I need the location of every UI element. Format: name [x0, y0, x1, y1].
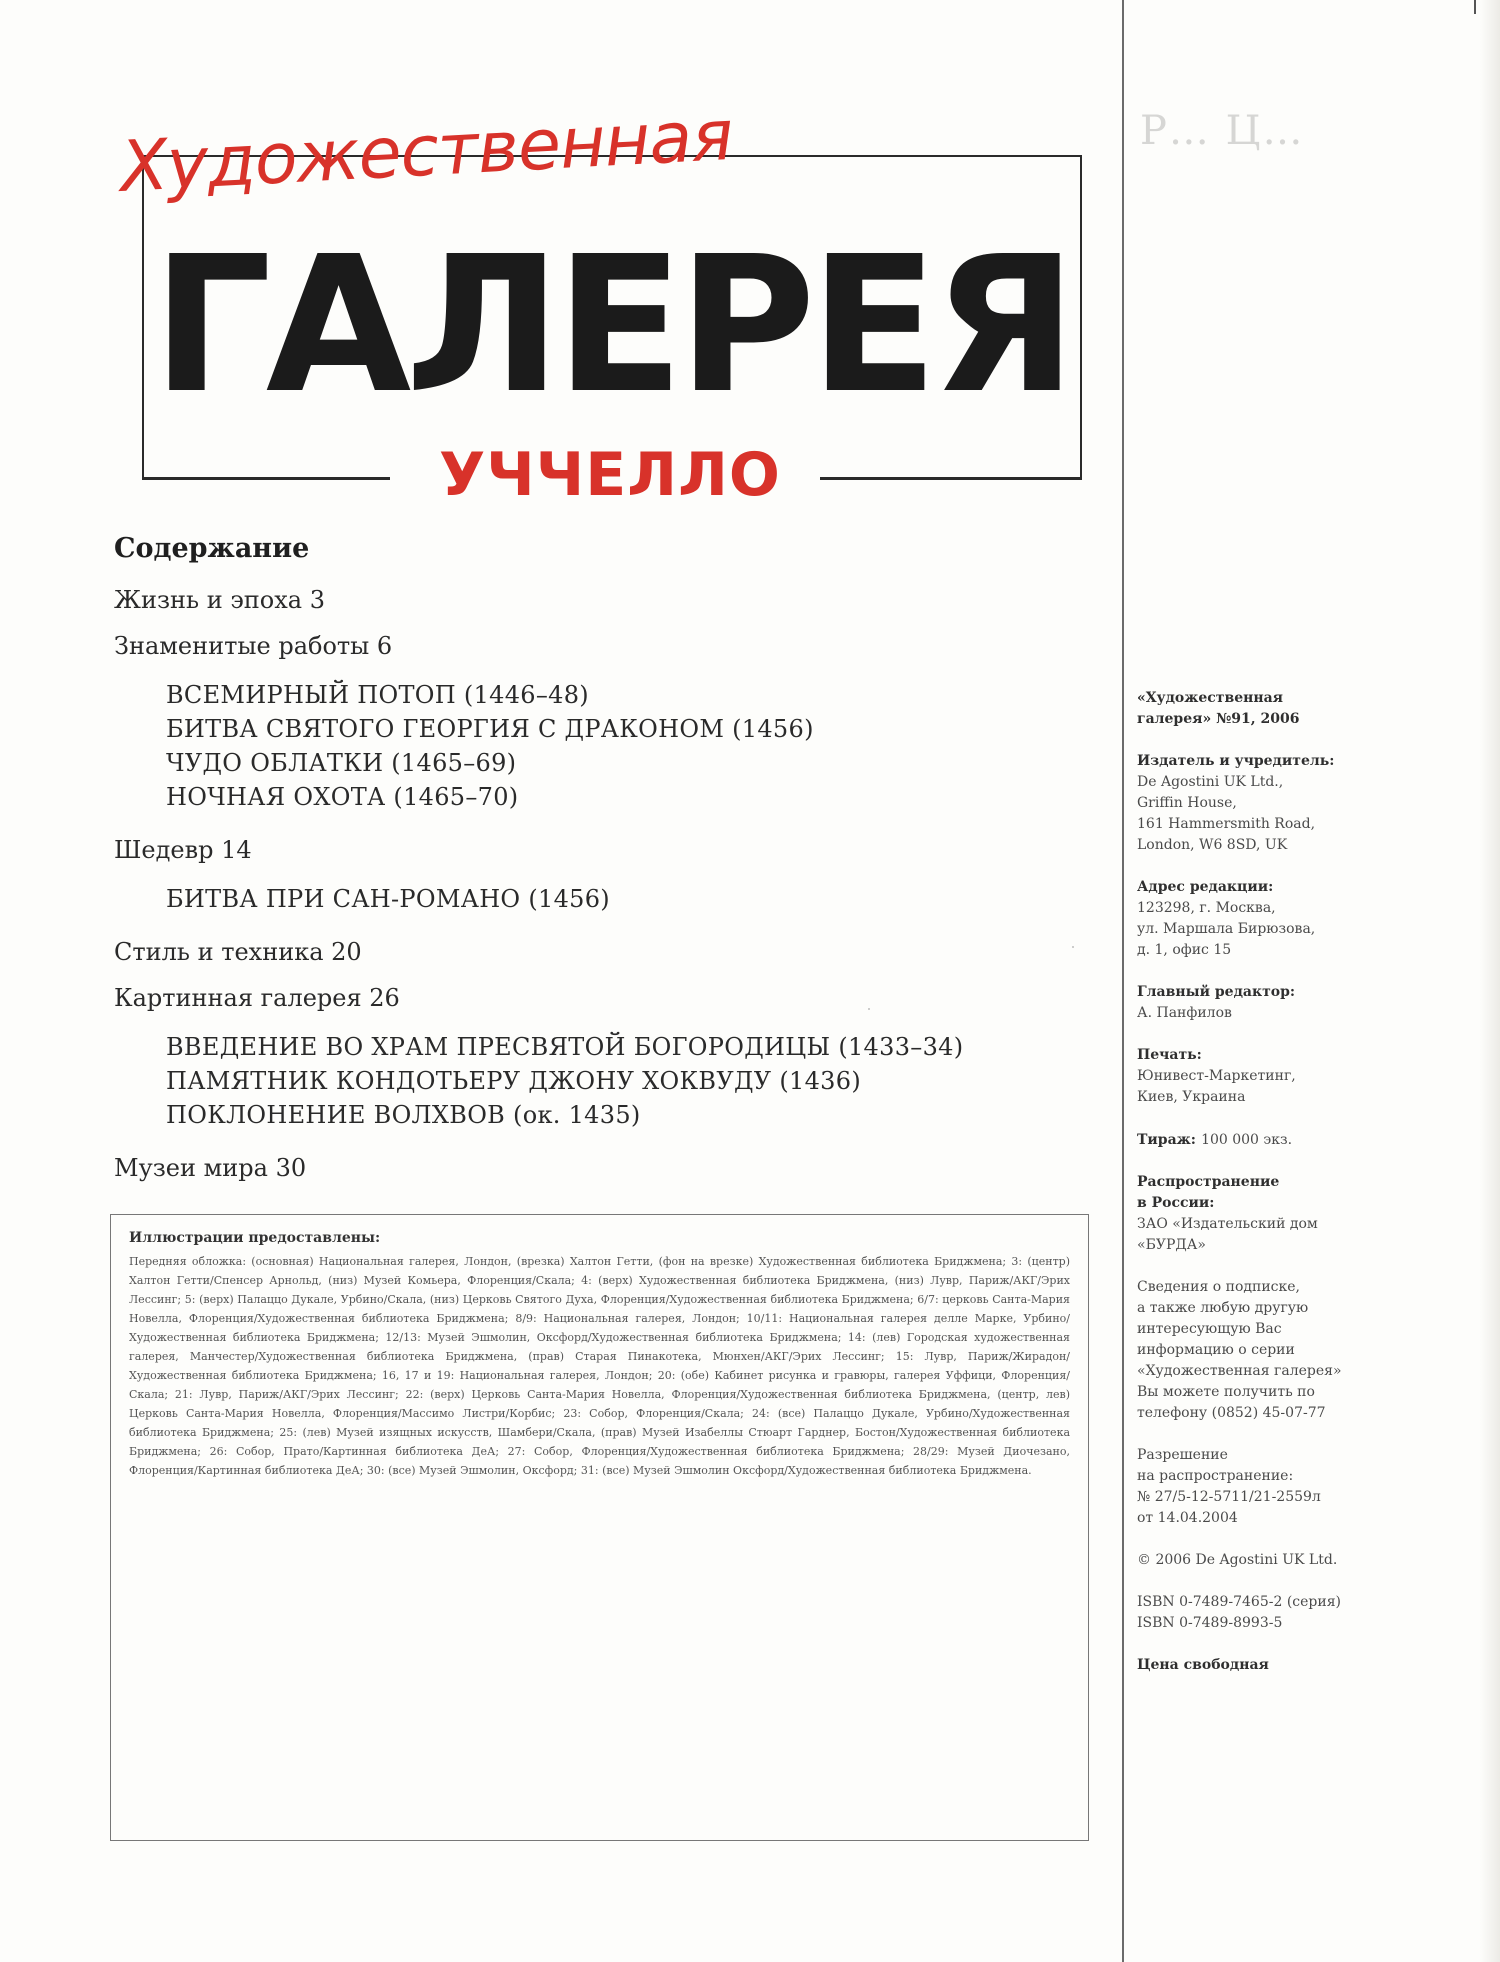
- contents-section: Музеи мира 30: [114, 1154, 307, 1182]
- imprint-permission: [1137, 1445, 1377, 1529]
- contents-works-list: [166, 678, 1074, 814]
- imprint-label: Адрес редакции:: [1137, 879, 1274, 895]
- imprint-line: Юнивест-Маркетинг,: [1137, 1068, 1296, 1084]
- imprint-line: № 27/5-12-5711/21-2559л: [1137, 1489, 1321, 1505]
- page-edge-shadow: [1480, 0, 1500, 1962]
- imprint-line: Сведения о подписке,: [1137, 1279, 1300, 1295]
- faded-bleed-text: Р… Ц…: [1140, 108, 1305, 154]
- imprint-label: в России:: [1137, 1195, 1215, 1211]
- imprint-line: 123298, г. Москва,: [1137, 900, 1276, 916]
- contents-work-title: ПОКЛОНЕНИЕ ВОЛХВОВ (ок. 1435): [166, 1101, 641, 1129]
- imprint-line: De Agostini UK Ltd.,: [1137, 774, 1284, 790]
- imprint-line: галерея» №91, 2006: [1137, 711, 1300, 727]
- imprint-price: [1137, 1655, 1377, 1676]
- imprint-line: интересующую Вас: [1137, 1321, 1282, 1337]
- imprint-label: Издатель и учредитель:: [1137, 753, 1335, 769]
- imprint-isbn: [1137, 1592, 1377, 1634]
- imprint-run-value: 100 000 экз.: [1201, 1132, 1293, 1148]
- contents-section: Знаменитые работы 6: [114, 632, 393, 660]
- print-speck: [868, 1008, 870, 1010]
- imprint-distribution: [1137, 1172, 1377, 1256]
- contents-section: Шедевр 14: [114, 836, 252, 864]
- imprint-line: ISBN 0-7489-7465-2 (серия): [1137, 1594, 1341, 1610]
- imprint-copyright: [1137, 1550, 1377, 1571]
- imprint-line: на распространение:: [1137, 1468, 1294, 1484]
- imprint-line: Разрешение: [1137, 1447, 1228, 1463]
- imprint-line: Вы можете получить по: [1137, 1384, 1315, 1400]
- contents-works-list: [166, 882, 1074, 916]
- imprint-editorial-address: [1137, 877, 1377, 961]
- imprint-line: ул. Маршала Бирюзова,: [1137, 921, 1316, 937]
- illustration-credits-box: [110, 1214, 1089, 1841]
- imprint-line: д. 1, офис 15: [1137, 942, 1232, 958]
- credits-text: Передняя обложка: (основная) Национальная галерея, Лондон, (врезка) Халтон Гетти, (фон на врезке) Художественная библиотека Бриджмена; 3: (центр) Халтон Гетти/Спенсер Арнольд, (низ) Музей Комьера, Флоренция/Скала; 4: (верх) Художественная библиотека Бриджмена, (низ) Лувр, Париж/АКГ/Эрих Лессинг; 5: (верх) Палаццо Дукале, Урбино/Скала, (низ) Церковь Святого Духа, Флоренция/Художественная библиотека Бриджмена; 6/7: церковь Санта-Мария Новелла, Флоренция/Художественная библиотека Бриджмена; 8/9: Национальная галерея, Лондон; 10/11: Национальная галерея делле Марке, Урбино/Художественная библиотека Бриджмена; 12/13: Музей Эшмолин, Оксфорд/Художественная библиотека Бриджмена; 14: (лев) Городская художественная галерея, Манчестер/Художественная библиотека Бриджмена, (прав) Старая Пинакотека, Мюнхен/АКГ/Эрих Лессинг; 15: Лувр, Париж/Жирадон/Художественная библиотека Бриджмена; 16, 17 и 19: Национальная галерея, Лондон; 20: (обе) Кабинет рисунка и гравюры, галерея Уффици, Флоренция/Скала; 21: Лувр, Париж/АКГ/Эрих Лессинг; 22: (верх) Церковь Санта-Мария Новелла, Флоренция/Художественная библиотека Бриджмена, (центр, лев) Церковь Санта-Мария Новелла, Флоренция/Массимо Листри/Корбис; 23: Собор, Флоренция/Скала; 24: (все) Палаццо Дукале, Урбино/Художественная библиотека Бриджмена; 25: (лев) Музей изящных искусств, Шамбери/Скала, (прав) Музей Изабеллы Стюарт Гарднер, Бостон/Художественная библиотека Бриджмена; 26: Собор, Прато/Картинная библиотека ДеА; 27: Собор, Флоренция/Художественная библиотека Бриджмена; 28/29: Музей Диочезано, Флоренция/Картинная библиотека ДеА; 30: (все) Музей Эшмолин, Оксфорд; 31: (все) Музей Эшмолин Оксфорд/Художественная библиотека Бриджмена.: [129, 1255, 1070, 1477]
- imprint-label: Печать:: [1137, 1047, 1202, 1063]
- imprint-line: «БУРДА»: [1137, 1237, 1206, 1253]
- contents-section: Картинная галерея 26: [114, 984, 400, 1012]
- imprint-line: «Художественная галерея»: [1137, 1363, 1342, 1379]
- masthead-script-title: Художественная: [117, 93, 735, 208]
- artist-name: УЧЧЕЛЛО: [439, 440, 781, 510]
- imprint-subscription: [1137, 1277, 1377, 1424]
- imprint-line: ЗАО «Издательский дом: [1137, 1216, 1318, 1232]
- contents-works-list: [166, 1030, 1074, 1132]
- imprint-line: Киев, Украина: [1137, 1089, 1246, 1105]
- contents-sections: [114, 586, 1074, 1182]
- imprint-line: 161 Hammersmith Road,: [1137, 816, 1316, 832]
- imprint-line: «Художественная: [1137, 690, 1284, 706]
- imprint-line: London, W6 8SD, UK: [1137, 837, 1288, 853]
- imprint-editor: [1137, 982, 1377, 1024]
- imprint-label: Распространение: [1137, 1174, 1280, 1190]
- print-speck: [1072, 946, 1074, 948]
- contents-work-title: ЧУДО ОБЛАТКИ (1465–69): [166, 749, 517, 777]
- imprint-label: Тираж:: [1137, 1132, 1196, 1148]
- imprint-magazine: [1137, 688, 1377, 730]
- artist-rule-left: [142, 477, 390, 479]
- imprint-line: Griffin House,: [1137, 795, 1237, 811]
- artist-rule-right: [820, 477, 1082, 479]
- imprint-label: Главный редактор:: [1137, 984, 1296, 1000]
- imprint-line: а также любую другую: [1137, 1300, 1309, 1316]
- imprint-column: [1137, 688, 1377, 1697]
- imprint-line: информацию о серии: [1137, 1342, 1295, 1358]
- table-of-contents: [114, 533, 1074, 1200]
- imprint-line: ISBN 0-7489-8993-5: [1137, 1615, 1283, 1631]
- imprint-run: [1137, 1129, 1377, 1151]
- column-divider: [1122, 0, 1124, 1962]
- contents-section: Жизнь и эпоха 3: [114, 586, 325, 614]
- imprint-print: [1137, 1045, 1377, 1108]
- credits-heading: Иллюстрации предоставлены:: [129, 1230, 381, 1246]
- imprint-line: телефону (0852) 45-07-77: [1137, 1405, 1326, 1421]
- imprint-line: А. Панфилов: [1137, 1005, 1232, 1021]
- top-right-divider: [1474, 0, 1476, 14]
- contents-work-title: БИТВА СВЯТОГО ГЕОРГИЯ С ДРАКОНОМ (1456): [166, 715, 814, 743]
- contents-work-title: БИТВА ПРИ САН-РОМАНО (1456): [166, 885, 610, 913]
- imprint-publisher: [1137, 751, 1377, 856]
- contents-work-title: ПАМЯТНИК КОНДОТЬЕРУ ДЖОНУ ХОКВУДУ (1436): [166, 1067, 861, 1095]
- contents-work-title: НОЧНАЯ ОХОТА (1465–70): [166, 783, 519, 811]
- imprint-line: от 14.04.2004: [1137, 1510, 1238, 1526]
- contents-section: Стиль и техника 20: [114, 938, 362, 966]
- imprint-line: © 2006 De Agostini UK Ltd.: [1137, 1552, 1338, 1568]
- contents-work-title: ВСЕМИРНЫЙ ПОТОП (1446–48): [166, 681, 589, 709]
- imprint-line: Цена свободная: [1137, 1657, 1269, 1673]
- contents-heading: Содержание: [114, 533, 310, 564]
- masthead-title: ГАЛЕРЕЯ: [152, 216, 1071, 435]
- contents-work-title: ВВЕДЕНИЕ ВО ХРАМ ПРЕСВЯТОЙ БОГОРОДИЦЫ (1433–34): [166, 1033, 964, 1061]
